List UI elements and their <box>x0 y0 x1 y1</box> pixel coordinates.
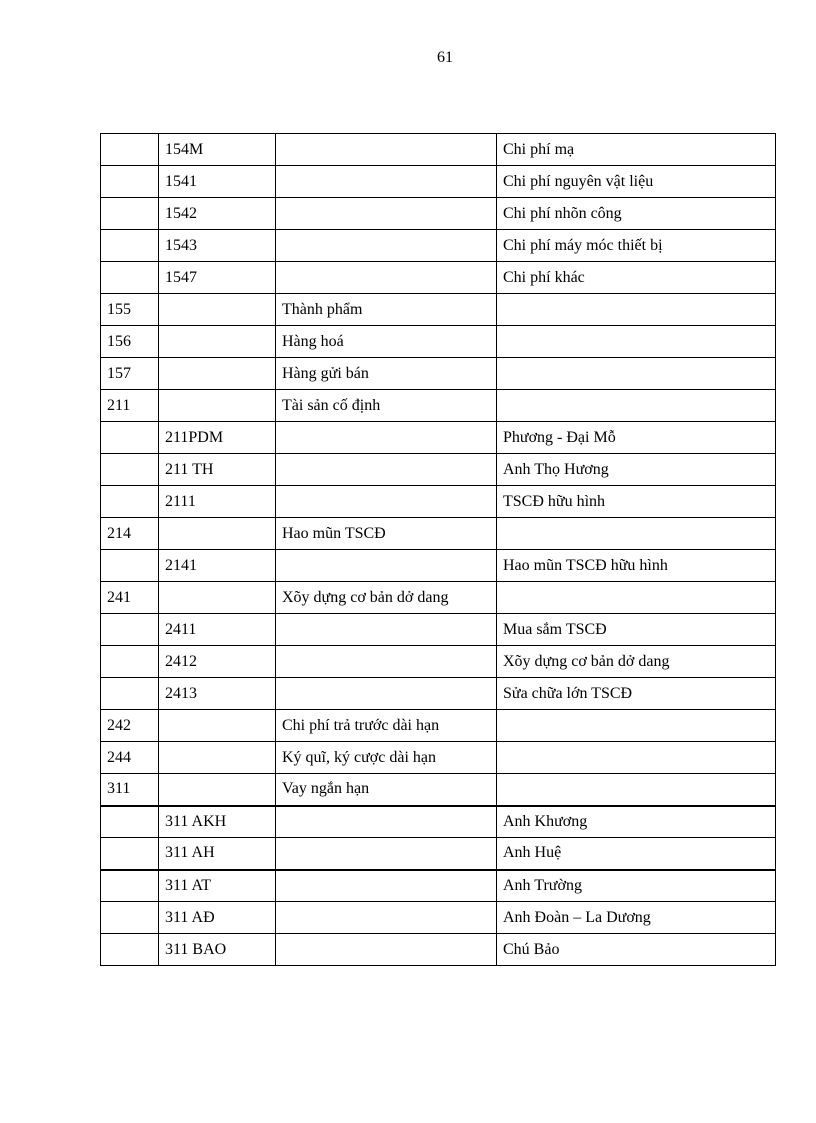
table-row <box>101 230 776 262</box>
table-row <box>101 838 776 870</box>
table-row <box>101 934 776 966</box>
sub-account-cell: 1543 <box>159 230 276 262</box>
account-code-cell <box>101 870 159 902</box>
account-code-cell <box>101 646 159 678</box>
account-name-cell: Xõy dựng cơ bản dở dang <box>276 582 497 614</box>
account-code-cell: 214 <box>101 518 159 550</box>
account-name-cell: Chi phí trả trước dài hạn <box>276 710 497 742</box>
account-code-cell <box>101 262 159 294</box>
table-row <box>101 678 776 710</box>
account-code-cell: 155 <box>101 294 159 326</box>
sub-account-name-cell: TSCĐ hữu hình <box>497 486 776 518</box>
sub-account-name-cell: Phương - Đại Mỗ <box>497 422 776 454</box>
account-code-cell: 244 <box>101 742 159 774</box>
sub-account-cell: 211PDM <box>159 422 276 454</box>
sub-account-name-cell: Chi phí khác <box>497 262 776 294</box>
sub-account-cell: 2141 <box>159 550 276 582</box>
account-name-cell <box>276 806 497 838</box>
sub-account-name-cell: Xõy dựng cơ bản dở dang <box>497 646 776 678</box>
account-name-cell <box>276 678 497 710</box>
account-name-cell <box>276 422 497 454</box>
sub-account-name-cell: Chi phí nhõn công <box>497 198 776 230</box>
table-row <box>101 422 776 454</box>
sub-account-name-cell: Chú Bảo <box>497 934 776 966</box>
sub-account-name-cell <box>497 518 776 550</box>
sub-account-cell <box>159 294 276 326</box>
sub-account-cell: 2412 <box>159 646 276 678</box>
account-name-cell: Ký quĩ, ký cược dài hạn <box>276 742 497 774</box>
sub-account-name-cell <box>497 710 776 742</box>
sub-account-name-cell: Sửa chữa lớn TSCĐ <box>497 678 776 710</box>
account-code-cell: 242 <box>101 710 159 742</box>
account-table <box>100 133 776 966</box>
account-code-cell <box>101 550 159 582</box>
sub-account-cell: 311 AĐ <box>159 902 276 934</box>
account-code-cell: 156 <box>101 326 159 358</box>
sub-account-cell <box>159 710 276 742</box>
sub-account-name-cell <box>497 390 776 422</box>
sub-account-cell: 1542 <box>159 198 276 230</box>
table-row <box>101 326 776 358</box>
sub-account-name-cell: Chi phí mạ <box>497 134 776 166</box>
sub-account-cell: 311 AH <box>159 838 276 870</box>
account-table-body <box>101 134 776 966</box>
sub-account-name-cell: Anh Thọ Hương <box>497 454 776 486</box>
account-code-cell <box>101 422 159 454</box>
table-row <box>101 390 776 422</box>
account-name-cell: Thành phẩm <box>276 294 497 326</box>
sub-account-cell <box>159 390 276 422</box>
sub-account-cell: 311 AT <box>159 870 276 902</box>
account-code-cell <box>101 454 159 486</box>
sub-account-name-cell <box>497 358 776 390</box>
sub-account-name-cell: Mua sắm TSCĐ <box>497 614 776 646</box>
sub-account-cell: 1541 <box>159 166 276 198</box>
table-row <box>101 198 776 230</box>
account-name-cell <box>276 166 497 198</box>
account-code-cell <box>101 806 159 838</box>
table-row <box>101 806 776 838</box>
sub-account-name-cell: Anh Huệ <box>497 838 776 870</box>
sub-account-cell: 211 TH <box>159 454 276 486</box>
account-code-cell <box>101 134 159 166</box>
table-row <box>101 358 776 390</box>
account-code-cell <box>101 678 159 710</box>
account-code-cell: 311 <box>101 774 159 806</box>
sub-account-cell: 2111 <box>159 486 276 518</box>
table-row <box>101 774 776 806</box>
sub-account-name-cell <box>497 742 776 774</box>
table-row <box>101 486 776 518</box>
account-name-cell: Vay ngắn hạn <box>276 774 497 806</box>
sub-account-name-cell: Anh Trường <box>497 870 776 902</box>
account-name-cell: Hao mũn TSCĐ <box>276 518 497 550</box>
account-name-cell <box>276 614 497 646</box>
sub-account-cell: 311 AKH <box>159 806 276 838</box>
sub-account-name-cell: Anh Đoàn – La Dương <box>497 902 776 934</box>
sub-account-cell: 1547 <box>159 262 276 294</box>
account-name-cell <box>276 550 497 582</box>
sub-account-name-cell: Chi phí máy móc thiết bị <box>497 230 776 262</box>
account-name-cell <box>276 870 497 902</box>
account-code-cell <box>101 230 159 262</box>
account-code-cell <box>101 934 159 966</box>
account-code-cell <box>101 166 159 198</box>
table-row <box>101 902 776 934</box>
account-name-cell: Tài sản cố định <box>276 390 497 422</box>
sub-account-name-cell <box>497 294 776 326</box>
table-row <box>101 518 776 550</box>
account-code-cell: 241 <box>101 582 159 614</box>
sub-account-cell <box>159 326 276 358</box>
table-row <box>101 614 776 646</box>
account-name-cell <box>276 454 497 486</box>
sub-account-cell <box>159 582 276 614</box>
sub-account-cell <box>159 518 276 550</box>
table-row <box>101 646 776 678</box>
account-code-cell <box>101 902 159 934</box>
table-row <box>101 134 776 166</box>
table-row <box>101 710 776 742</box>
table-row <box>101 262 776 294</box>
account-name-cell <box>276 838 497 870</box>
sub-account-name-cell: Chi phí nguyên vật liệu <box>497 166 776 198</box>
sub-account-name-cell: Hao mũn TSCĐ hữu hình <box>497 550 776 582</box>
account-name-cell <box>276 934 497 966</box>
table-row <box>101 870 776 902</box>
sub-account-cell <box>159 742 276 774</box>
table-row <box>101 294 776 326</box>
account-name-cell: Hàng gửi bán <box>276 358 497 390</box>
table-row <box>101 582 776 614</box>
sub-account-name-cell <box>497 774 776 806</box>
account-name-cell <box>276 902 497 934</box>
sub-account-cell <box>159 358 276 390</box>
account-name-cell <box>276 486 497 518</box>
table-row <box>101 454 776 486</box>
sub-account-name-cell <box>497 582 776 614</box>
account-name-cell <box>276 262 497 294</box>
account-name-cell <box>276 646 497 678</box>
account-code-cell: 211 <box>101 390 159 422</box>
account-name-cell: Hàng hoá <box>276 326 497 358</box>
sub-account-name-cell: Anh Khương <box>497 806 776 838</box>
account-code-cell: 157 <box>101 358 159 390</box>
sub-account-cell: 2413 <box>159 678 276 710</box>
sub-account-cell: 311 BAO <box>159 934 276 966</box>
sub-account-cell: 2411 <box>159 614 276 646</box>
table-row <box>101 550 776 582</box>
account-code-cell <box>101 486 159 518</box>
sub-account-name-cell <box>497 326 776 358</box>
account-name-cell <box>276 198 497 230</box>
account-code-cell <box>101 614 159 646</box>
sub-account-cell <box>159 774 276 806</box>
account-code-cell <box>101 198 159 230</box>
sub-account-cell: 154M <box>159 134 276 166</box>
account-code-cell <box>101 838 159 870</box>
table-row <box>101 166 776 198</box>
account-name-cell <box>276 134 497 166</box>
account-name-cell <box>276 230 497 262</box>
page-number: 61 <box>437 49 453 66</box>
table-row <box>101 742 776 774</box>
